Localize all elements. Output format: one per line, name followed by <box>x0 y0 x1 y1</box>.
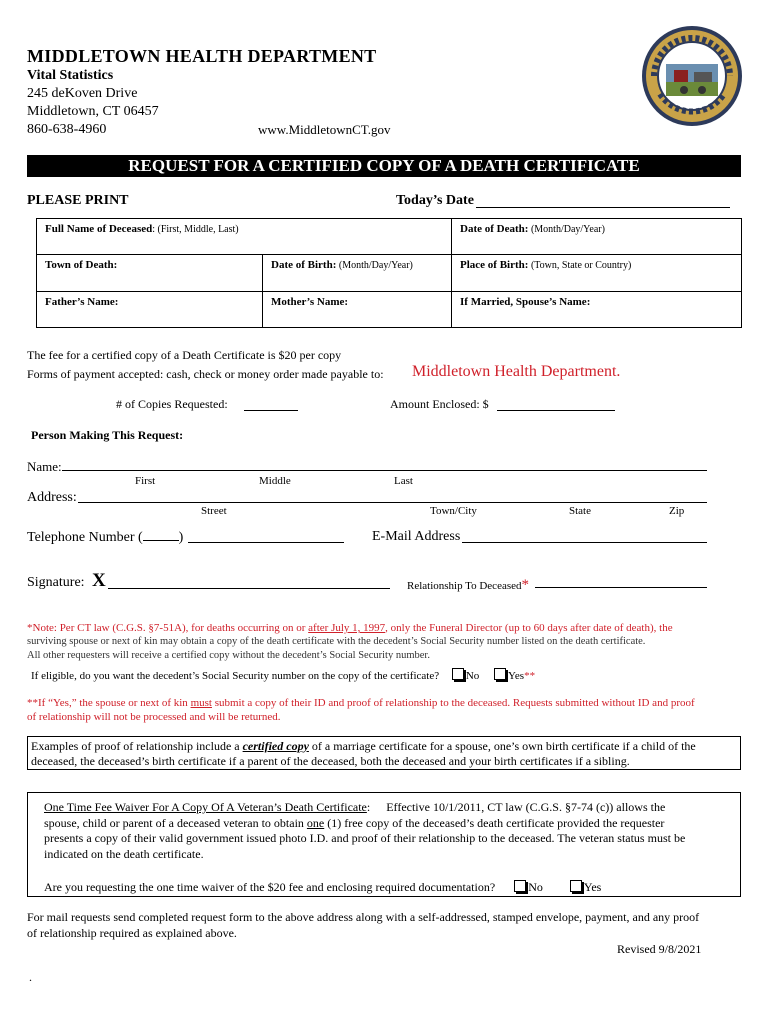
veteran-yes-option[interactable] <box>570 880 601 894</box>
ssn-yes-option[interactable] <box>494 670 535 682</box>
address-label: Address: <box>27 490 77 505</box>
veteran-yes-label: Yes <box>583 880 602 894</box>
signature-x-mark: X <box>92 570 106 591</box>
street-hint: Street <box>201 505 227 517</box>
date-of-birth-cell[interactable] <box>263 255 452 292</box>
veteran-question <box>44 880 724 896</box>
todays-date-field[interactable] <box>476 207 730 208</box>
mothers-name-label: Mother’s Name: <box>271 296 349 308</box>
relationship-field[interactable] <box>535 587 707 588</box>
examples-text-1: Examples of proof of relationship include a <box>31 739 243 753</box>
examples-certified: certified copy <box>242 739 309 753</box>
date-of-birth-label: Date of Birth: <box>271 259 337 271</box>
website-link[interactable]: www.MiddletownCT.gov <box>258 122 391 137</box>
signature-label: Signature: <box>27 575 85 590</box>
examples-text-2: of a marriage certificate for a spouse, one’s own birth certificate if a child of the <box>308 739 696 753</box>
proof-examples-box <box>27 736 741 770</box>
veteran-question-text: Are you requesting the one time waiver of the $20 fee and enclosing required documentation? <box>44 880 496 894</box>
relationship-asterisk: * <box>521 577 529 593</box>
city-address: Middletown, CT 06457 <box>27 104 159 119</box>
examples-line1 <box>31 739 737 754</box>
fee-statement: The fee for a certified copy of a Death Certificate is $20 per copy <box>27 348 342 362</box>
copies-field[interactable] <box>244 410 298 411</box>
veteran-one: one <box>306 815 325 830</box>
note-date: after July 1, 1997 <box>308 622 386 634</box>
place-of-birth-label: Place of Birth: <box>460 259 529 271</box>
date-of-birth-hint: (Month/Day/Year) <box>336 260 413 271</box>
ssn-yes-label: Yes <box>508 670 525 682</box>
telephone-label-text: Telephone Number ( <box>27 530 143 545</box>
veteran-no-checkbox[interactable] <box>514 880 526 892</box>
requester-name-field[interactable] <box>62 470 707 471</box>
date-of-death-hint: (Month/Day/Year) <box>528 224 605 235</box>
ct-law-note-line1 <box>27 622 757 634</box>
area-code-field[interactable] <box>143 529 179 541</box>
telephone-label <box>27 529 183 546</box>
full-name-hint: : (First, Middle, Last) <box>152 224 239 235</box>
veteran-waiver-box <box>27 792 741 897</box>
veteran-text-2a: spouse, child or parent of a deceased veteran to obtain <box>44 815 307 830</box>
copies-label: # of Copies Requested: <box>116 397 228 411</box>
town-hint: Town/City <box>430 505 477 517</box>
todays-date-label: Today’s Date <box>396 193 474 208</box>
veteran-title: One Time Fee Waiver For A Copy Of A Veteran’s Death Certificate <box>44 800 367 814</box>
veteran-yes-checkbox[interactable] <box>570 880 582 892</box>
mail-instructions-line1: For mail requests send completed request form to the above address along with a self-addressed, stamped envelope, payment, and any proof <box>27 910 700 924</box>
amount-field[interactable] <box>497 410 615 411</box>
ssn-question <box>31 668 535 682</box>
spouse-name-label: If Married, Spouse’s Name: <box>460 296 591 308</box>
division-name: Vital Statistics <box>27 68 114 83</box>
street-address: 245 deKoven Drive <box>27 86 138 101</box>
veteran-colon: : <box>366 800 371 814</box>
please-print-label: PLEASE PRINT <box>27 193 129 208</box>
kin-note-line2: of relationship will not be processed and will be returned. <box>27 711 281 723</box>
veteran-no-label: No <box>528 880 543 894</box>
full-name-cell[interactable] <box>37 219 452 255</box>
zip-hint: Zip <box>669 505 685 517</box>
date-of-death-label: Date of Death: <box>460 223 529 235</box>
relationship-label-text: Relationship To Deceased <box>407 580 522 592</box>
city-seal-icon <box>640 24 744 128</box>
ct-law-note-line2: surviving spouse or next of kin may obtain a copy of the death certificate with the decedent’s Social Security number listed on the death certificate. <box>27 636 646 647</box>
email-field[interactable] <box>462 542 707 543</box>
name-label: Name: <box>27 459 62 474</box>
requester-heading: Person Making This Request: <box>31 428 184 442</box>
veteran-line4: indicated on the death certificate. <box>44 846 204 861</box>
note-text-2: , only the Funeral Director (up to 60 days after date of death), the <box>385 622 673 634</box>
last-name-hint: Last <box>394 475 413 487</box>
mothers-name-cell[interactable] <box>263 292 452 328</box>
veteran-no-option[interactable] <box>514 880 543 894</box>
examples-line2: deceased, the deceased’s birth certificate if a parent of the deceased, both the deceased and your birth certificates if a sibling. <box>31 754 630 768</box>
ssn-yes-checkbox[interactable] <box>494 668 506 680</box>
form-title-banner: REQUEST FOR A CERTIFIED COPY OF A DEATH CERTIFICATE <box>27 155 741 177</box>
veteran-line1 <box>44 800 724 816</box>
deceased-info-table <box>36 218 742 328</box>
telephone-field[interactable] <box>188 542 344 543</box>
ssn-no-label: No <box>465 670 480 682</box>
revision-date: Revised 9/8/2021 <box>617 942 702 956</box>
fathers-name-cell[interactable] <box>37 292 263 328</box>
amount-label: Amount Enclosed: $ <box>390 397 489 411</box>
veteran-line2 <box>44 816 724 832</box>
ssn-no-option[interactable] <box>452 670 479 682</box>
relationship-label <box>407 577 529 594</box>
kin-note-text-1: **If “Yes,” the spouse or next of kin <box>27 697 191 709</box>
requester-address-field[interactable] <box>78 502 707 503</box>
mail-instructions-line2: of relationship required as explained above. <box>27 926 237 940</box>
phone-number: 860-638-4960 <box>27 122 107 137</box>
payee-name: Middletown Health Department. <box>412 363 621 380</box>
signature-field[interactable] <box>108 588 390 589</box>
ssn-yes-mark: ** <box>524 670 536 682</box>
state-hint: State <box>569 505 591 517</box>
spouse-name-cell[interactable] <box>452 292 742 328</box>
department-title: MIDDLETOWN HEALTH DEPARTMENT <box>27 46 377 66</box>
veteran-text-2b: (1) free copy of the deceased’s death certificate provided the requester <box>324 815 665 830</box>
ssn-no-checkbox[interactable] <box>452 668 464 680</box>
veteran-line3: presents a copy of their valid government issued photo I.D. and proof of their relationship to the deceased. The veteran status must be <box>44 831 686 845</box>
kin-note-must: must <box>190 697 212 709</box>
kin-note-text-2: submit a copy of their ID and proof of relationship to the deceased. <box>211 697 513 709</box>
date-of-death-cell[interactable] <box>452 219 742 255</box>
ssn-question-text: If eligible, do you want the decedent’s Social Security number on the copy of the certificate? <box>31 670 440 682</box>
email-label: E-Mail Address <box>372 529 461 544</box>
fathers-name-label: Father’s Name: <box>45 296 119 308</box>
kin-note-line1 <box>27 697 695 709</box>
kin-note-warning-1: Requests submitted without ID and proof <box>512 697 695 709</box>
footer-dot: . <box>29 970 32 984</box>
place-of-birth-cell[interactable] <box>452 255 742 292</box>
telephone-paren: ) <box>178 530 184 545</box>
veteran-text-1: Effective 10/1/2011, CT law (C.G.S. §7-74 (c)) allows the <box>386 800 666 814</box>
full-name-label: Full Name of Deceased <box>45 223 153 235</box>
town-of-death-cell[interactable] <box>37 255 263 292</box>
town-of-death-label: Town of Death: <box>45 259 118 271</box>
ct-law-note-line3: All other requesters will receive a certified copy without the decedent’s Social Security number. <box>27 650 430 661</box>
note-text-1: *Note: Per CT law (C.G.S. §7-51A), for deaths occurring on or <box>27 622 309 634</box>
place-of-birth-hint: (Town, State or Country) <box>528 260 632 271</box>
middle-name-hint: Middle <box>259 475 291 487</box>
payment-forms: Forms of payment accepted: cash, check or money order made payable to: <box>27 367 384 381</box>
first-name-hint: First <box>135 475 156 487</box>
